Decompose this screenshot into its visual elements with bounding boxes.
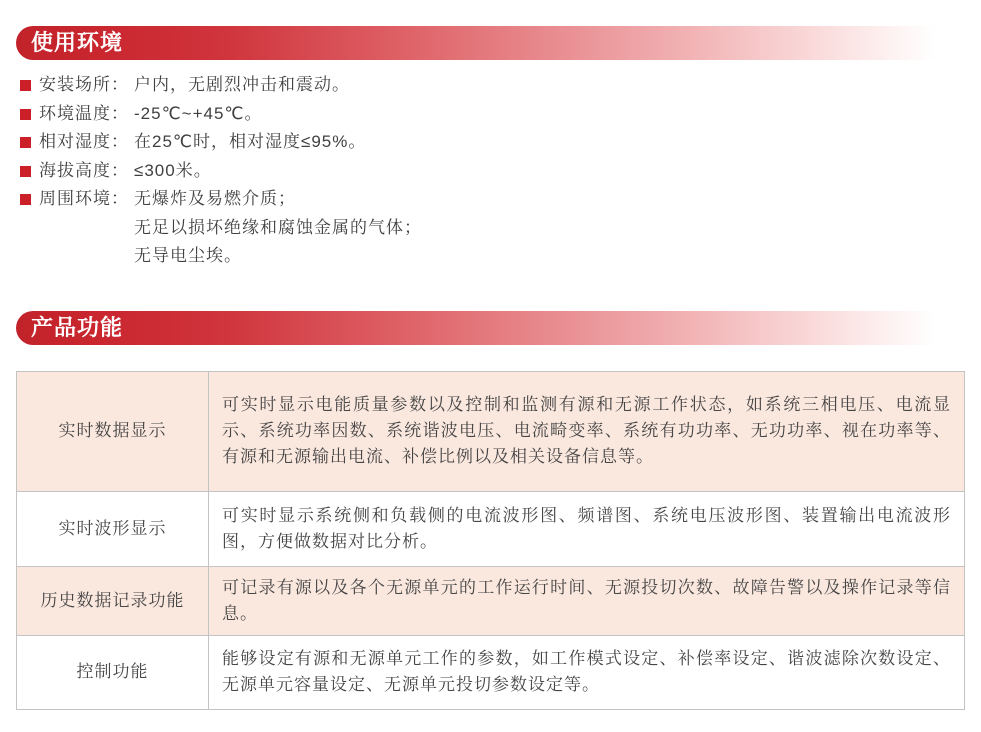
env-item-altitude [20,157,981,186]
section-title-environment: 使用环境 [31,30,124,55]
feature-desc-cell: 能够设定有源和无源单元工作的参数，如工作模式设定、补偿率设定、谐波滤除次数设定、无源单元容量设定、无源单元投切参数设定等。 [209,635,965,709]
feature-name-cell: 控制功能 [17,635,209,709]
bullet-square-icon [20,109,31,120]
env-item-line: -25℃~+45℃。 [134,103,263,123]
env-item-humidity [20,128,981,157]
env-item-installation [20,71,981,100]
env-item-surroundings [20,185,981,271]
table-row [17,635,965,709]
feature-desc-cell: 可实时显示电能质量参数以及控制和监测有源和无源工作状态，如系统三相电压、电流显示、系统功率因数、系统谐波电压、电流畸变率、系统有功功率、无功功率、视在功率等、有源和无源输出电流、补偿比例以及相关设备信息等。 [209,371,965,491]
env-item-line: 在25℃时，相对湿度≤95%。 [134,132,367,151]
bullet-square-icon [20,137,31,148]
env-item-content [134,100,981,129]
table-row [17,491,965,566]
env-item-line: 无导电尘埃。 [134,246,242,265]
section-title-functions: 产品功能 [31,314,124,340]
bullet-square-icon [20,166,31,177]
feature-desc-cell: 可记录有源以及各个无源单元的工作运行时间、无源投切次数、故障告警以及操作记录等信息。 [209,566,965,635]
features-table [16,371,965,710]
table-row [17,566,965,635]
env-item-temperature [20,100,981,129]
section-banner-functions [16,311,964,345]
feature-name-cell: 历史数据记录功能 [17,566,209,635]
table-row [17,371,965,491]
env-item-content [134,128,981,157]
env-item-line: 户内，无剧烈冲击和震动。 [134,75,350,94]
env-item-label: 相对湿度： [39,132,129,151]
env-item-content [134,185,981,271]
env-item-line: ≤300米。 [134,160,212,180]
environment-list [20,71,981,271]
bullet-square-icon [20,194,31,205]
feature-name-cell: 实时数据显示 [17,371,209,491]
bullet-square-icon [20,80,31,91]
env-item-line: 无爆炸及易燃介质； [134,189,296,208]
section-banner-environment [16,26,964,60]
env-item-line: 无足以损坏绝缘和腐蚀金属的气体； [134,217,422,237]
env-item-content [134,157,981,186]
env-item-label: 安装场所： [39,75,129,94]
env-item-label: 环境温度： [39,103,129,123]
feature-desc-cell: 可实时显示系统侧和负载侧的电流波形图、频谱图、系统电压波形图、装置输出电流波形图，方便做数据对比分析。 [209,491,965,566]
env-item-label: 海拔高度： [39,160,129,180]
feature-name-cell: 实时波形显示 [17,491,209,566]
env-item-label: 周围环境： [39,189,129,208]
env-item-content [134,71,981,100]
